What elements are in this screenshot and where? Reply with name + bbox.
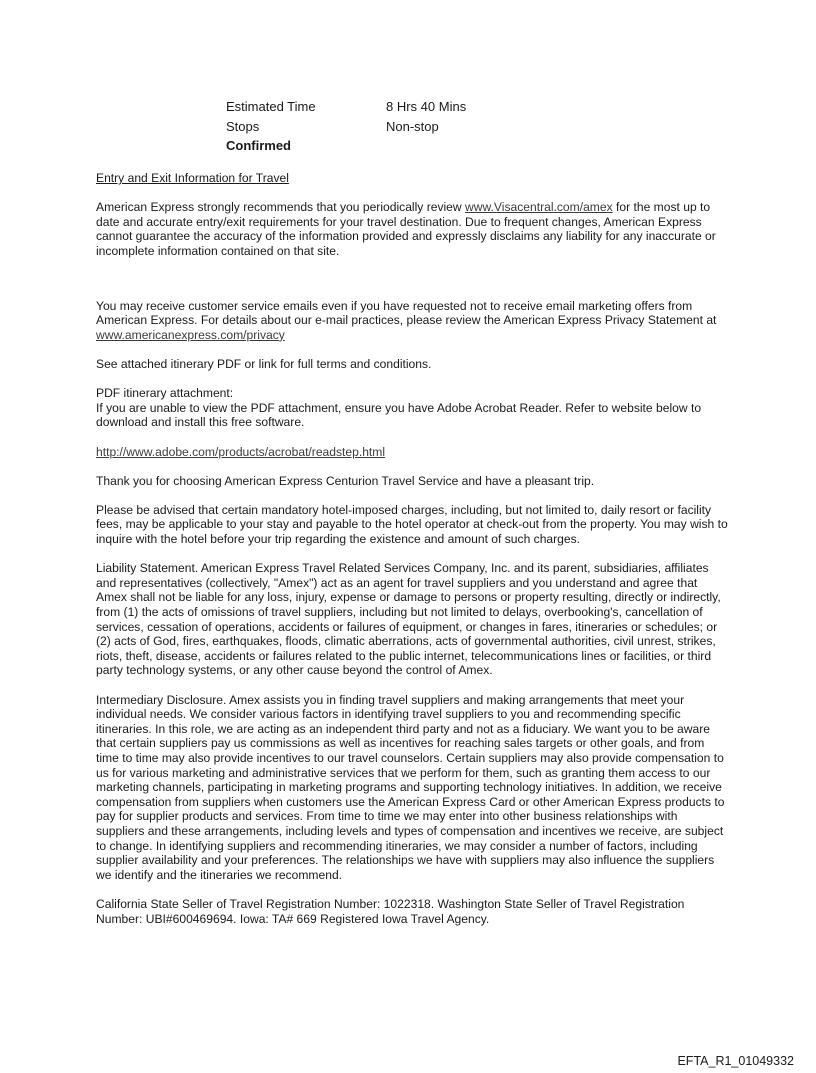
document-id-footer: EFTA_R1_01049332 (677, 1054, 794, 1068)
document-body (96, 171, 728, 941)
pdf-heading: PDF itinerary attachment: (96, 386, 234, 401)
liability-paragraph: Liability Statement. American Express Travel Related Services Company, Inc. and its parent, subsidiaries, affiliates and representatives (collectively, "Amex") act as an agent for travel suppliers and you understand and agree that Amex shall not be liable for any loss, injury, expense or damage to persons or property resulting, directly or indirectly, from (1) the acts of omissions of travel suppliers, including but not limited to delays, overbooking's, cancellation of services, cessation of operations, accidents or failures of equipment, or changes in fares, itineraries or schedules; or (2) acts of God, fires, earthquakes, floods, climatic aberrations, acts of governmental authorities, civil unrest, strikes, riots, theft, disease, accidents or failures related to the public internet, telecommunications lines or facilities, or third party technology systems, or any other cause beyond the control of Amex. (96, 561, 721, 678)
email-notice-paragraph (96, 299, 728, 343)
estimated-time-label: Estimated Time (226, 99, 316, 115)
stops-label: Stops (226, 118, 260, 134)
entry-exit-text-before: American Express strongly recommends that you periodically review (96, 200, 466, 215)
pdf-paragraph (96, 386, 728, 430)
status-confirmed: Confirmed (226, 138, 291, 154)
stops-value: Non-stop (386, 118, 439, 134)
email-notice-text: You may receive customer service emails even if you have requested not to receive email marketing offers from American Express. For details about our e-mail practices, please review the American Express Privacy Statement at (96, 298, 717, 328)
intermediary-paragraph: Intermediary Disclosure. Amex assists you in finding travel suppliers and making arrangements that meet your individual needs. We consider various factors in identifying travel suppliers to you and recommending specific itineraries. In this role, we are acting as an independent third party and not as a fiduciary. We want you to be aware that certain suppliers pay us commissions as well as incentives for reaching sales targets or other goals, and from time to time may also provide incentives to our travel counselors. Certain suppliers may also provide compensation to us for various marketing and administrative services that we perform for them, such as granting them access to our marketing channels, participating in marketing programs and supporting technology initiatives. In addition, we receive compensation from suppliers when customers use the American Express Card or other American Express products to pay for supplier products and services. From time to time we may enter into other business relationships with suppliers and these arrangements, including levels and types of compensation and incentives we receive, are subject to change. In identifying suppliers and recommending itineraries, we may consider a number of factors, including supplier availability and your preferences. The relationships we have with suppliers may also influence the suppliers we identify and the itineraries we recommend. (96, 692, 725, 882)
status-row (226, 136, 466, 156)
entry-exit-heading (96, 171, 728, 186)
registration-paragraph: California State Seller of Travel Registration Number: 1022318. Washington State Seller of Travel Registration Number: UBI#600469694. Iowa: TA# 669 Registered Iowa Travel Agency. (96, 896, 685, 926)
visacentral-link[interactable]: www.Visacentral.com/amex (465, 200, 613, 215)
adobe-link-paragraph (96, 445, 728, 460)
terms-note: See attached itinerary PDF or link for full terms and conditions. (96, 356, 432, 371)
estimated-time-row (226, 97, 466, 117)
adobe-link[interactable]: http://www.adobe.com/products/acrobat/readstep.html (96, 444, 386, 459)
flight-info (226, 97, 466, 156)
entry-exit-text-after: for the most up to date and accurate entry/exit requirements for your travel destination. Due to frequent changes, American Express cannot guarantee the accuracy of the information provided and expressly disclaims any liability for any inaccurate or incomplete information contained on that site. (96, 200, 716, 258)
entry-exit-heading-text: Entry and Exit Information for Travel (96, 171, 289, 185)
stops-row (226, 117, 466, 137)
thank-you-text: Thank you for choosing American Express Centurion Travel Service and have a pleasant trip. (96, 473, 595, 488)
privacy-link[interactable]: www.americanexpress.com/privacy (96, 327, 285, 342)
entry-exit-paragraph (96, 200, 728, 258)
pdf-text: If you are unable to view the PDF attachment, ensure you have Adobe Acrobat Reader. Refer to website below to download and install this free software. (96, 400, 702, 430)
estimated-time-value: 8 Hrs 40 Mins (386, 99, 467, 115)
hotel-charges-paragraph: Please be advised that certain mandatory hotel-imposed charges, including, but not limited to, daily resort or facility fees, may be applicable to your stay and payable to the hotel operator at check-out from the property. You may wish to inquire with the hotel before your trip regarding the existence and amount of such charges. (96, 502, 728, 547)
